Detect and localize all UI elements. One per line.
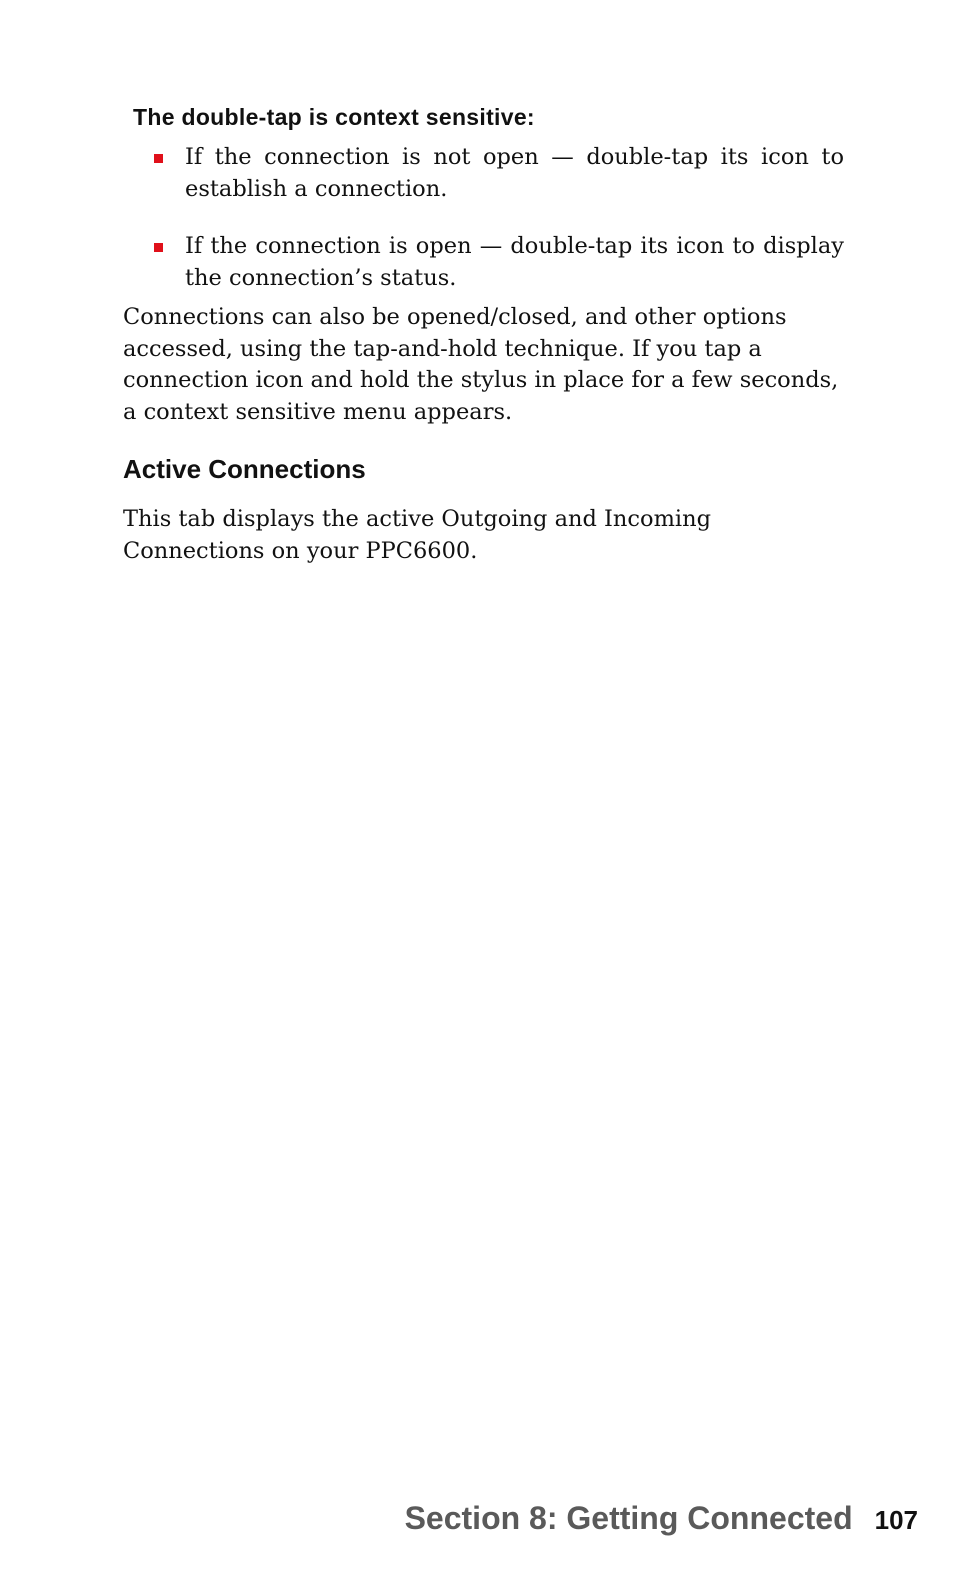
bullet-item	[150, 231, 844, 294]
footer-section-title: Section 8: Getting Connected	[404, 1500, 853, 1536]
intro-heading: The double-tap is context sensitive:	[133, 104, 535, 130]
bullet-list	[150, 142, 844, 294]
square-bullet-icon	[154, 154, 163, 163]
body-paragraph: This tab displays the active Outgoing and Incoming Connections on your PPC6600.	[123, 506, 711, 564]
page-footer	[405, 1500, 918, 1537]
body-paragraph: Connections can also be opened/closed, and other options accessed, using the tap-and-hold technique. If you tap a connection icon and hold the stylus in place for a few seconds, a context sensitive menu appears.	[123, 304, 839, 425]
page-number: 107	[874, 1505, 918, 1535]
bullet-text: If the connection is open — double-tap its icon to display the connection’s status.	[185, 233, 844, 291]
section-heading: Active Connections	[123, 454, 366, 484]
bullet-text: If the connection is not open — double-tap its icon to establish a connection.	[185, 144, 844, 202]
bullet-item	[150, 142, 844, 205]
square-bullet-icon	[154, 243, 163, 252]
